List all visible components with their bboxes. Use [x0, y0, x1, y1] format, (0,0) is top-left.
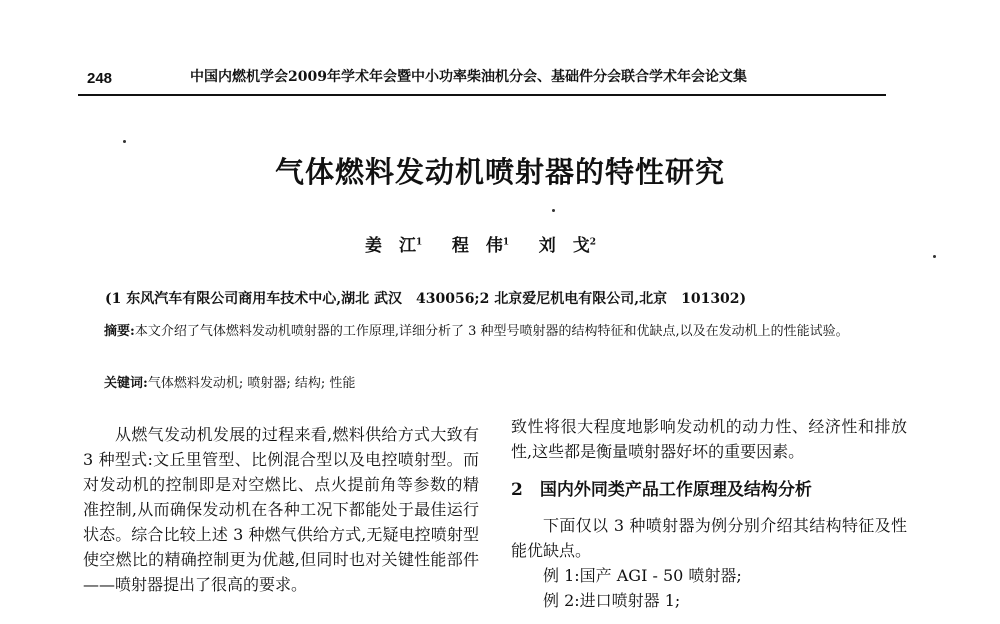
example-item: 例 2:进口喷射器 1;: [543, 591, 681, 610]
right-column: [511, 414, 907, 613]
header-rule: [78, 94, 886, 96]
keywords: [104, 372, 355, 391]
author-affil-mark: 2: [589, 237, 596, 248]
author-name: 程 伟: [451, 236, 503, 256]
section-heading: 2 国内外同类产品工作原理及结构分析: [511, 480, 812, 500]
author-affil-mark: 1: [502, 237, 510, 248]
author-affil-mark: 1: [416, 237, 423, 248]
scan-speck: [552, 209, 555, 212]
abstract: [104, 322, 884, 342]
affiliation: (1 东风汽车有限公司商用车技术中心,湖北 武汉 430056;2 北京爱尼机电有限公司,北京 101302): [105, 291, 747, 307]
running-header: 中国内燃机学会2009年学术年会暨中小功率柴油机分会、基础件分会联合学术年会论文集: [190, 69, 747, 85]
scan-speck: [933, 255, 936, 258]
keywords-text: 气体燃料发动机; 喷射器; 结构; 性能: [147, 376, 356, 391]
abstract-text: 本文介绍了气体燃料发动机喷射器的工作原理,详细分析了 3 种型号喷射器的结构特征和优缺点,以及在发动机上的性能试验。: [134, 324, 849, 339]
body-paragraph: 下面仅以 3 种喷射器为例分别介绍其结构特征及性能优缺点。: [511, 516, 907, 560]
page-number: 248: [87, 70, 113, 87]
body-paragraph: 致性将很大程度地影响发动机的动力性、经济性和排放性,这些都是衡量喷射器好坏的重要因素。: [511, 417, 907, 461]
left-column: [83, 422, 479, 597]
abstract-label: 摘要:: [104, 324, 135, 339]
paper-title: 气体燃料发动机喷射器的特性研究: [274, 155, 725, 189]
author-name: 刘 戈: [538, 236, 590, 256]
author-list: [365, 231, 596, 256]
keywords-label: 关键词:: [104, 376, 148, 391]
scan-speck: [123, 140, 126, 143]
body-paragraph: 从燃气发动机发展的过程来看,燃料供给方式大致有 3 种型式:文丘里管型、比例混合型以及电控喷射型。而对发动机的控制即是对空燃比、点火提前角等参数的精准控制,从而确保发动机在各种工况下都能处于最佳运行状态。综合比较上述 3 种燃气供给方式,无疑电控喷射型使空燃比的精确控制更为优越,但同时也对关键性能部件——喷射器提出了很高的要求。: [83, 425, 479, 594]
author-name: 姜 江: [365, 236, 416, 256]
example-item: 例 1:国产 AGI - 50 喷射器;: [543, 566, 742, 585]
